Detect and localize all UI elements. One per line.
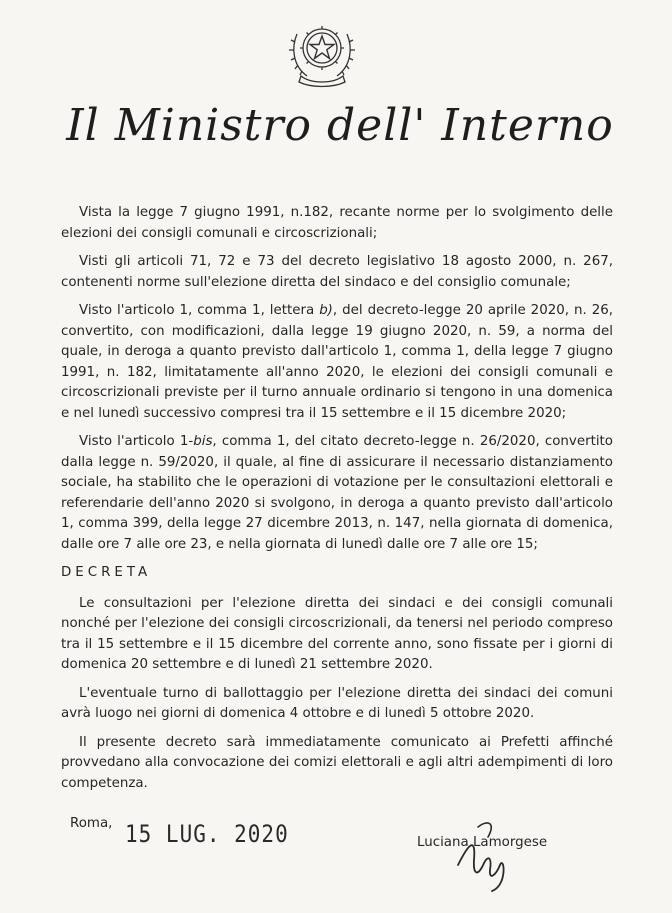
paragraph: Visto l'articolo 1-bis, comma 1, del citato decreto-legge n. 26/2020, convertito dalla legge n. 59/2020, il quale, al fine di assicurare il necessario distanziamento sociale, ha stabilito che le operazioni di votazione per le consultazioni elettorali e referendarie dell'anno 2020 si svolgono, in deroga a quanto previsto dall'articolo 1, comma 399, della legge 27 dicembre 2013, n. 147, nella giornata di domenica, dalle ore 7 alle ore 23, e nella giornata di lunedì dalle ore 7 alle ore 15; [61,434,613,552]
signer-name: Luciana Lamorgese [417,835,548,850]
italian-republic-emblem-icon [287,14,357,88]
paragraph: Visti gli articoli 71, 72 e 73 del decreto legislativo 18 agosto 2000, n. 267, contenenti norme sull'elezione diretta del sindaco e del consiglio comunale; [61,254,613,290]
decree-body [61,203,613,802]
date-stamp: 15 LUG. 2020 [125,820,289,848]
place: Roma, [70,816,113,831]
paragraph: Vista la legge 7 giugno 1991, n.182, recante norme per lo svolgimento delle elezioni dei consigli comunali e circoscrizionali; [61,205,613,241]
paragraph: Le consultazioni per l'elezione diretta dei sindaci e dei consigli comunali nonché per l'elezione dei consigli circoscrizionali, da tenersi nel periodo compreso tra il 15 settembre e il 15 dicembre del corrente anno, sono fissate per i giorni di domenica 20 settembre e di lunedì 21 settembre 2020. [61,595,613,672]
paragraph: Il presente decreto sarà immediatamente comunicato ai Prefetti affinché provvedano alla convocazione dei comizi elettorali e agli altri adempimenti di loro competenza. [61,734,613,791]
handwritten-signature-icon [448,815,538,895]
ministry-title: Il Ministro dell' Interno [66,100,614,151]
paragraph: L'eventuale turno di ballottaggio per l'elezione diretta dei sindaci dei comuni avrà luogo nei giorni di domenica 4 ottobre e di lunedì 5 ottobre 2020. [61,685,613,721]
decreta-heading: DECRETA [61,565,152,580]
paragraph: Visto l'articolo 1, comma 1, lettera b), del decreto-legge 20 aprile 2020, n. 26, convertito, con modificazioni, dalla legge 19 giugno 2020, n. 59, a norma del quale, in deroga a quanto previsto dall'articolo 1, comma 1, della legge 7 giugno 1991, n. 182, limitatamente all'anno 2020, le elezioni dei consigli comunali e circoscrizionali previste per il turno annuale ordinario si tengono in una domenica e nel lunedì successivo compresi tra il 15 settembre e il 15 dicembre 2020; [61,303,613,421]
